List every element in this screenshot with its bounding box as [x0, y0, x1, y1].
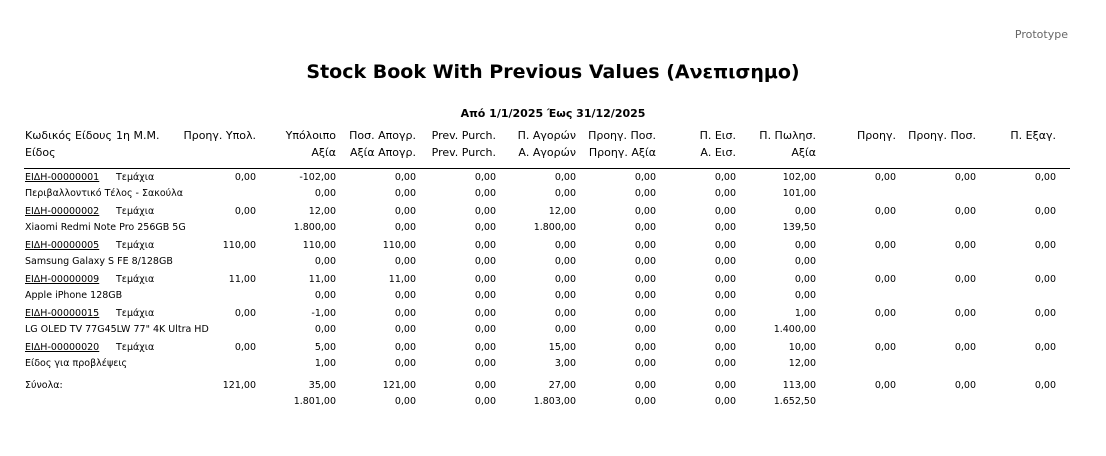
item-code-link[interactable]: ΕΙΔΗ-00000015: [25, 308, 100, 319]
header-import-value: Π. Εισ.: [699, 129, 736, 142]
item-value: 0,00: [714, 188, 736, 199]
item-value: 0,00: [474, 290, 496, 301]
item-value: 0,00: [794, 256, 816, 267]
item-value: 0,00: [394, 256, 416, 267]
item-value: 0,00: [634, 240, 656, 251]
item-value: 11,00: [388, 274, 416, 285]
item-value: 0,00: [474, 274, 496, 285]
header-prev-purch: Prev. Purch.: [431, 129, 496, 142]
item-code-link[interactable]: ΕΙΔΗ-00000001: [25, 172, 100, 183]
item-value: 1,00: [794, 308, 816, 319]
item-value: 0,00: [634, 274, 656, 285]
item-value: 0,00: [474, 206, 496, 217]
item-value: 0,00: [394, 206, 416, 217]
item-value: 110,00: [222, 240, 256, 251]
totals-value: 0,00: [714, 380, 736, 391]
item-value: 0,00: [474, 240, 496, 251]
item-value: 0,00: [474, 222, 496, 233]
header-first-unit: 1η Μ.Μ.: [116, 129, 160, 142]
item-value: 0,00: [1034, 172, 1056, 183]
item-value: 0,00: [394, 172, 416, 183]
item-value: 0,00: [394, 358, 416, 369]
item-value: 0,00: [714, 358, 736, 369]
item-value: 0,00: [954, 206, 976, 217]
item-value: 0,00: [714, 240, 736, 251]
item-value: 0,00: [554, 172, 576, 183]
item-code-link[interactable]: ΕΙΔΗ-00000009: [25, 274, 100, 285]
report-title: Stock Book With Previous Values (Ανεπισημο): [306, 61, 800, 83]
item-name: Είδος για προβλέψεις: [25, 358, 128, 369]
item-code-link[interactable]: ΕΙΔΗ-00000002: [25, 206, 100, 217]
item-unit: Τεμάχια: [116, 172, 155, 183]
item-value: -1,00: [311, 308, 336, 319]
item-value: 11,00: [228, 274, 256, 285]
item-name: Περιβαλλοντικό Τέλος - Σακούλα: [25, 188, 184, 199]
item-value: 0,00: [314, 256, 336, 267]
item-unit: Τεμάχια: [116, 240, 155, 251]
header-code-sub: Είδος: [25, 146, 56, 159]
item-value: 0,00: [554, 256, 576, 267]
item-value: 1.400,00: [773, 324, 816, 335]
item-value: 0,00: [634, 256, 656, 267]
header-inventory-qty-sub: Αξία Απογρ.: [350, 146, 416, 159]
header-export-value: Π. Εξαγ.: [1010, 129, 1056, 142]
header-prev-qty: Προηγ. Ποσ.: [588, 129, 656, 142]
item-value: 0,00: [954, 172, 976, 183]
item-value: 0,00: [314, 324, 336, 335]
totals-value: 0,00: [394, 396, 416, 407]
item-value: 0,00: [714, 308, 736, 319]
item-value: 0,00: [554, 274, 576, 285]
totals-value: 121,00: [382, 380, 416, 391]
item-value: 0,00: [474, 342, 496, 353]
totals-value: 0,00: [634, 396, 656, 407]
item-value: 0,00: [554, 290, 576, 301]
item-value: 0,00: [794, 206, 816, 217]
item-value: 0,00: [474, 256, 496, 267]
totals-value: 121,00: [222, 380, 256, 391]
header-import-value-sub: Α. Εισ.: [700, 146, 736, 159]
item-value: 12,00: [788, 358, 816, 369]
item-value: 0,00: [314, 188, 336, 199]
item-value: 139,50: [782, 222, 816, 233]
item-value: 0,00: [554, 324, 576, 335]
item-name: Apple iPhone 128GB: [25, 290, 123, 301]
item-value: 0,00: [394, 188, 416, 199]
item-value: 0,00: [554, 240, 576, 251]
header-balance-sub: Αξία: [311, 146, 336, 159]
item-value: 0,00: [874, 342, 896, 353]
totals-value: 0,00: [474, 380, 496, 391]
item-value: 0,00: [1034, 274, 1056, 285]
header-prev-balance: Προηγ. Υπολ.: [183, 129, 256, 142]
totals-value: 0,00: [1034, 380, 1056, 391]
item-value: 102,00: [782, 172, 816, 183]
item-value: 12,00: [548, 206, 576, 217]
totals-value: 1.652,50: [773, 396, 816, 407]
item-value: 0,00: [1034, 206, 1056, 217]
item-value: 0,00: [394, 290, 416, 301]
item-value: 0,00: [634, 222, 656, 233]
header-prev-purch-sub: Prev. Purch.: [431, 146, 496, 159]
item-value: 0,00: [474, 188, 496, 199]
item-value: 0,00: [394, 342, 416, 353]
item-value: 1.800,00: [293, 222, 336, 233]
item-value: 15,00: [548, 342, 576, 353]
item-name: Xiaomi Redmi Note Pro 256GB 5G: [25, 222, 186, 233]
header-prev: Προηγ.: [857, 129, 896, 142]
item-unit: Τεμάχια: [116, 308, 155, 319]
header-prev-qty-2: Προηγ. Ποσ.: [908, 129, 976, 142]
item-value: 0,00: [394, 308, 416, 319]
item-value: 0,00: [634, 358, 656, 369]
item-unit: Τεμάχια: [116, 274, 155, 285]
item-value: 0,00: [474, 172, 496, 183]
item-value: 0,00: [714, 324, 736, 335]
item-value: 0,00: [314, 290, 336, 301]
item-value: 0,00: [954, 240, 976, 251]
item-value: 0,00: [1034, 308, 1056, 319]
item-value: 1,00: [314, 358, 336, 369]
item-value: 0,00: [634, 206, 656, 217]
header-sales-value-sub: Αξία: [791, 146, 816, 159]
item-unit: Τεμάχια: [116, 206, 155, 217]
totals-value: 1.801,00: [293, 396, 336, 407]
totals-value: 0,00: [954, 380, 976, 391]
item-value: 5,00: [314, 342, 336, 353]
header-code: Κωδικός Είδους: [25, 129, 112, 142]
item-name: LG OLED TV 77G45LW 77" 4K Ultra HD: [25, 324, 209, 335]
item-value: -102,00: [299, 172, 336, 183]
item-value: 0,00: [874, 240, 896, 251]
item-code-link[interactable]: ΕΙΔΗ-00000020: [25, 342, 100, 353]
item-value: 0,00: [794, 290, 816, 301]
totals-value: 27,00: [548, 380, 576, 391]
item-value: 0,00: [634, 188, 656, 199]
item-value: 0,00: [554, 188, 576, 199]
item-value: 12,00: [308, 206, 336, 217]
item-value: 0,00: [634, 324, 656, 335]
item-value: 0,00: [394, 222, 416, 233]
item-value: 0,00: [234, 342, 256, 353]
item-value: 0,00: [234, 172, 256, 183]
header-sales-value: Π. Πωλησ.: [759, 129, 816, 142]
item-value: 110,00: [302, 240, 336, 251]
item-value: 0,00: [634, 342, 656, 353]
item-value: 0,00: [874, 206, 896, 217]
header-inventory-qty: Ποσ. Απογρ.: [349, 129, 416, 142]
totals-value: 0,00: [714, 396, 736, 407]
item-unit: Τεμάχια: [116, 342, 155, 353]
item-value: 0,00: [794, 240, 816, 251]
item-value: 110,00: [382, 240, 416, 251]
item-value: 0,00: [714, 290, 736, 301]
totals-label: Σύνολα:: [25, 380, 63, 391]
item-value: 0,00: [634, 308, 656, 319]
item-value: 0,00: [954, 342, 976, 353]
item-value: 0,00: [714, 256, 736, 267]
item-value: 0,00: [954, 308, 976, 319]
item-value: 0,00: [874, 274, 896, 285]
item-value: 10,00: [788, 342, 816, 353]
item-value: 0,00: [1034, 342, 1056, 353]
report-period: Από 1/1/2025 Έως 31/12/2025: [460, 107, 646, 120]
totals-value: 0,00: [634, 380, 656, 391]
item-value: 0,00: [474, 358, 496, 369]
item-value: 0,00: [714, 172, 736, 183]
item-value: 0,00: [394, 324, 416, 335]
header-balance: Υπόλοιπο: [285, 129, 336, 142]
item-value: 0,00: [634, 172, 656, 183]
item-value: 0,00: [474, 308, 496, 319]
item-value: 3,00: [554, 358, 576, 369]
totals-value: 0,00: [474, 396, 496, 407]
item-value: 1.800,00: [533, 222, 576, 233]
item-value: 0,00: [874, 172, 896, 183]
header-purchase-value: Π. Αγορών: [517, 129, 576, 142]
item-value: 0,00: [874, 308, 896, 319]
item-value: 0,00: [234, 206, 256, 217]
item-name: Samsung Galaxy S FE 8/128GB: [25, 256, 173, 267]
item-value: 0,00: [714, 342, 736, 353]
totals-value: 35,00: [308, 380, 336, 391]
item-value: 0,00: [714, 222, 736, 233]
item-value: 0,00: [1034, 240, 1056, 251]
item-value: 0,00: [474, 324, 496, 335]
totals-value: 1.803,00: [533, 396, 576, 407]
item-value: 0,00: [234, 308, 256, 319]
item-value: 0,00: [634, 290, 656, 301]
prototype-label: Prototype: [1014, 28, 1068, 41]
item-value: 0,00: [954, 274, 976, 285]
totals-value: 0,00: [874, 380, 896, 391]
item-value: 11,00: [308, 274, 336, 285]
item-value: 0,00: [714, 274, 736, 285]
item-value: 0,00: [714, 206, 736, 217]
stock-book-table: [24, 0, 1070, 456]
item-value: 0,00: [554, 308, 576, 319]
item-value: 101,00: [782, 188, 816, 199]
header-purchase-value-sub: Α. Αγορών: [518, 146, 576, 159]
item-value: 0,00: [794, 274, 816, 285]
header-prev-qty-sub: Προηγ. Αξία: [588, 146, 656, 159]
totals-value: 113,00: [782, 380, 816, 391]
item-code-link[interactable]: ΕΙΔΗ-00000005: [25, 240, 100, 251]
